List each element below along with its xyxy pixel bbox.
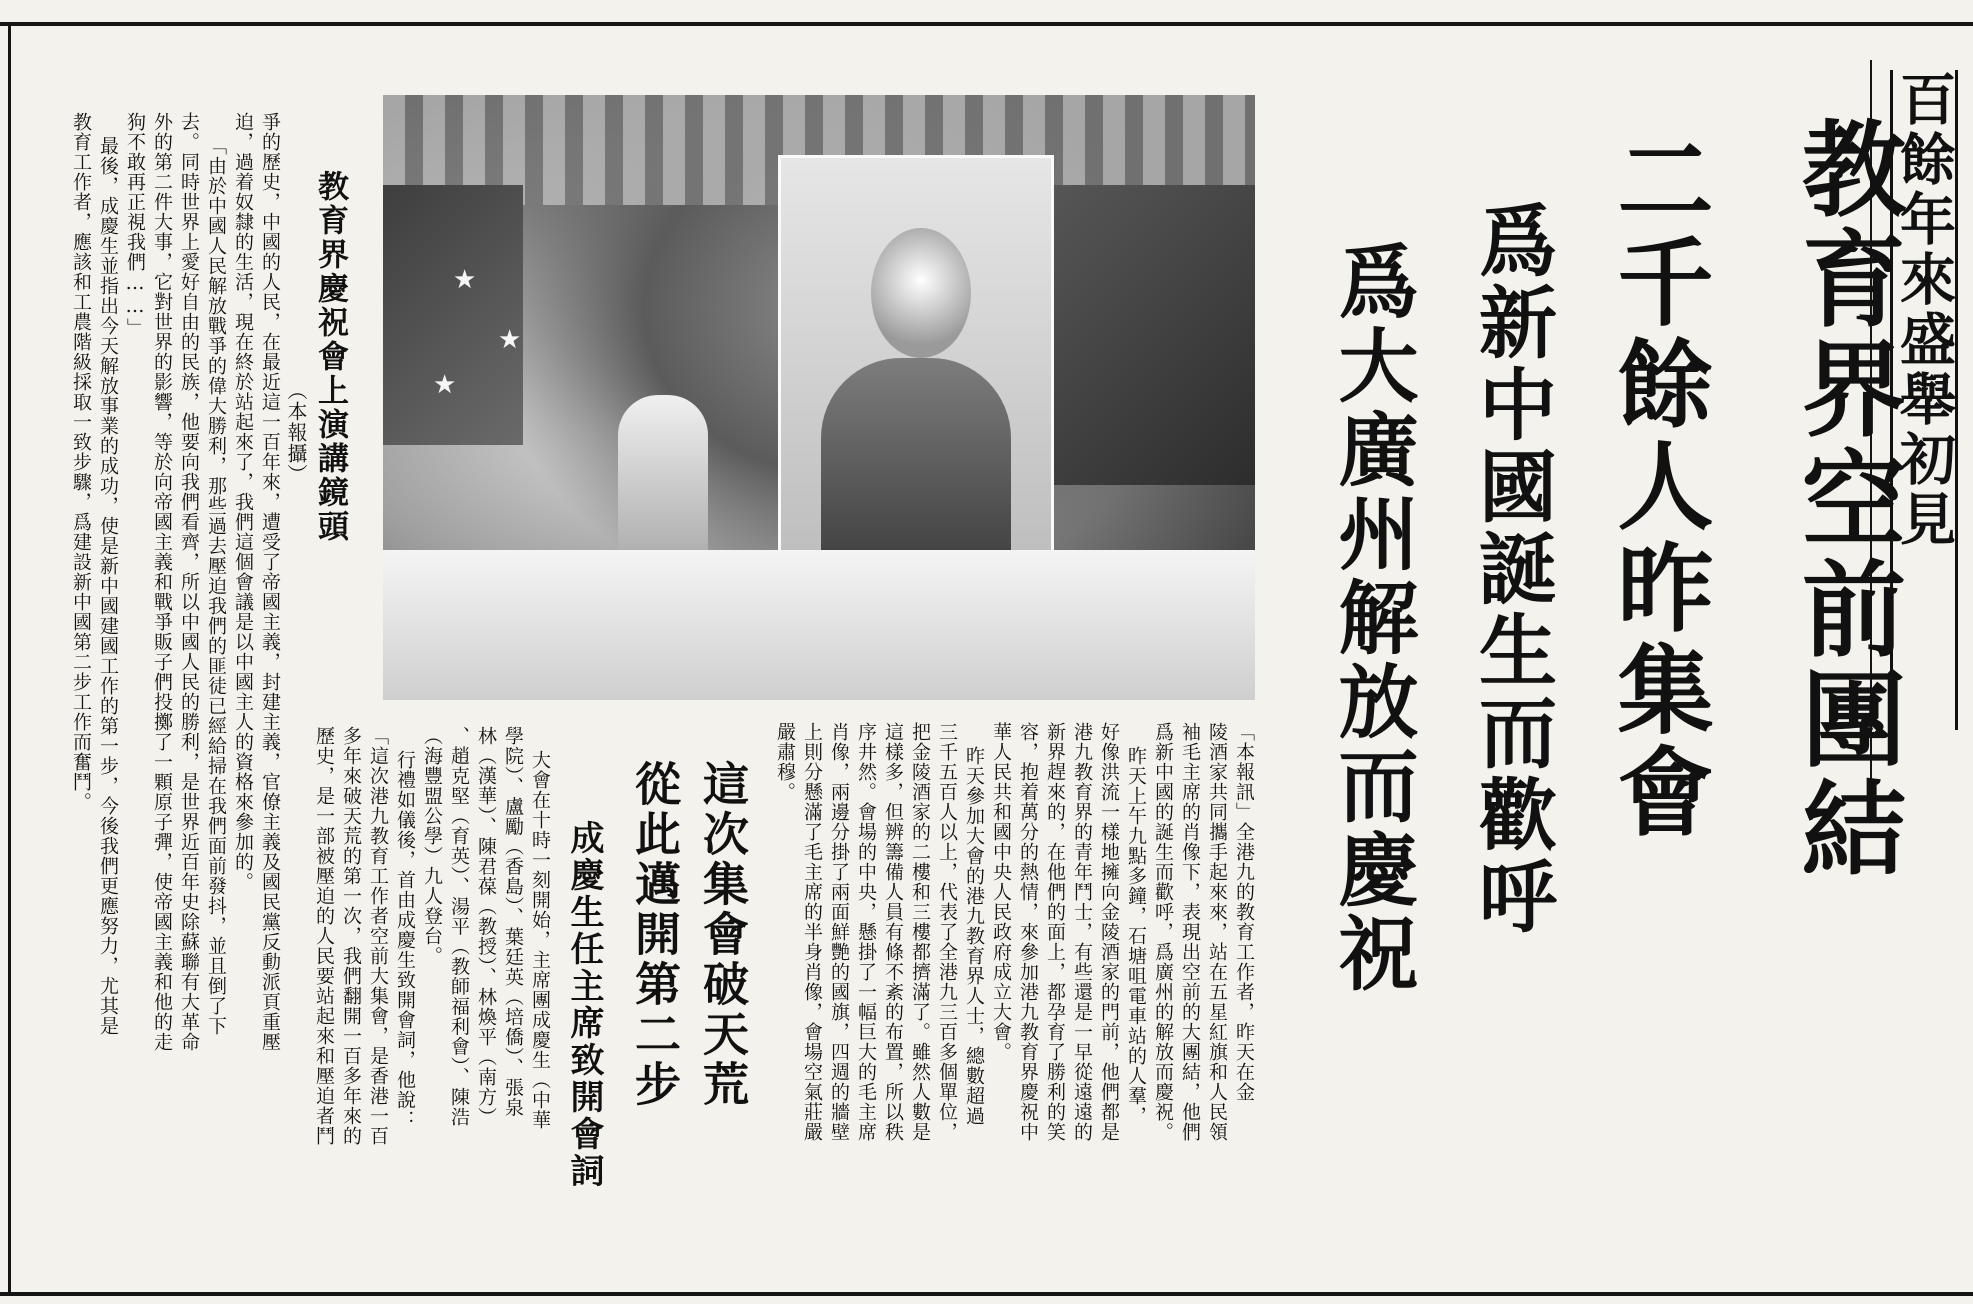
speech-column: 、趙克堅（育英）、湯平（教師福利會）、陳浩 [448, 726, 470, 1127]
article-column: 這樣多，但辨籌備人員有條不紊的布置，所以秩 [882, 722, 904, 1142]
photo-byline: （本報攝） [284, 380, 308, 485]
article-column: 陵酒家共同攜手起來來，站在五星紅旗和人民領 [1206, 722, 1228, 1142]
photo-caption: 教育界慶祝會上演講鏡頭 [312, 170, 348, 544]
article-column: 「本報訊」全港九的教育工作者，昨天在金 [1233, 722, 1255, 1102]
speech-column: 狗不敢再正視我們……」 [124, 112, 146, 338]
star-icon: ★ [453, 265, 477, 295]
article-column: 好像洪流一樣地擁向金陵酒家的門前，他們都是 [1098, 722, 1120, 1142]
article-column: 爲新中國的誕生而歡呼，爲廣州的解放而慶祝。 [1152, 722, 1174, 1142]
speech-column: 行禮如儀後，首由成慶生致開會詞，他說： [394, 750, 416, 1130]
photo-table [383, 550, 1255, 700]
speech-column: 迫，過着奴隸的生活，現在終於站起來了，我們這個會議是以中國主人的資格來參加的。 [232, 112, 254, 892]
speech-column: 「由於中國人民解放戰爭的偉大勝利，那些過去壓迫我們的匪徒已經給掃在我們面前發抖，並且倒了下 [205, 136, 227, 1036]
speech-subhead-2: 從此邁開第二步 [628, 760, 682, 1110]
headline-4: 爲大廣州解放而慶祝 [1325, 240, 1419, 996]
portrait-frame [778, 155, 1054, 571]
star-icon: ★ [433, 370, 457, 400]
article-column: 港九教育界的青年鬥士，有些還是一早從遠遠的 [1071, 722, 1093, 1142]
article-column: 華人民共和國中央人民政府成立大會。 [990, 722, 1012, 1062]
article-column: 新界趕來的，在他們的面上，都孕育了勝利的笑 [1044, 722, 1066, 1142]
article-column: 袖毛主席的肖像下，表現出空前的大團結，他們 [1179, 722, 1201, 1142]
speech-column: （海豐盟公學）九人登台。 [421, 726, 443, 966]
speech-column: 林（漢華）、陳君葆（教授）、林煥平（南方） [475, 726, 497, 1127]
speech-column: 「這次港九教育工作者空前大集會，是香港一百 [367, 726, 389, 1146]
top-border-rule [0, 22, 1973, 26]
speech-column: 大會在十時一刻開始，主席團成慶生（中華 [529, 750, 551, 1130]
boxed-title: 百餘年來盛舉初見 [1891, 70, 1957, 550]
bottom-border-rule [0, 1292, 1973, 1296]
speech-column: 多年來破天荒的第一次，我們翻開一百多年來的 [340, 726, 362, 1146]
speech-column: 爭的歷史，中國的人民，在最近這一百年來，遭受了帝國主義，封建主義，官僚主義及國民黨反動派頁重壓 [259, 112, 281, 1052]
meeting-photo [383, 95, 1255, 700]
headline-3: 爲新中國誕生而歡呼 [1466, 200, 1557, 938]
article-column: 嚴肅穆。 [774, 722, 796, 802]
speech-column: 最後，成慶生並指出今天解放事業的成功，使是新中國建國工作的第一步，今後我們更應努力，尤其是 [97, 136, 119, 1036]
article-column: 昨天參加大會的港九教育界人士，總數超過 [963, 746, 985, 1126]
speech-column: 歷史，是一部被壓迫的人民要站起來和壓迫者鬥 [313, 726, 335, 1146]
article-column: 上則分懸滿了毛主席的半身肖像，會場空氣莊嚴 [801, 722, 823, 1142]
article-column: 昨天上午九點多鐘，石塘咀電車站的人羣， [1125, 746, 1147, 1126]
portrait-body [821, 358, 1011, 568]
star-icon: ★ [498, 325, 522, 355]
left-border-rule [8, 22, 11, 1292]
speech-subhead-1: 這次集會破天荒 [696, 760, 750, 1110]
portrait-face [871, 228, 971, 358]
speech-column: 教育工作者，應該和工農階級採取一致步驟，爲建設新中國第二步工作而奮鬥。 [70, 112, 92, 812]
speech-column: 學院）、盧勵（香島）、葉廷英（培僑）、張泉 [502, 726, 524, 1118]
speech-column: 外的第二件大事，它對世界的影響，等於向帝國主義和戰爭販子們投擲了一顆原子彈，使帝國主義和他的走 [151, 112, 173, 1052]
headline-2: 二千餘人昨集會 [1602, 130, 1715, 844]
article-column: 肖像，兩邊分掛了兩面鮮艷的國旗，四週的牆壁 [828, 722, 850, 1142]
article-column: 容，抱着萬分的熱情，來參加港九教育界慶祝中 [1017, 722, 1039, 1142]
article-column: 把金陵酒家的二樓和三樓都擠滿了。雖然人數是 [909, 722, 931, 1142]
article-column: 三千五百人以上，代表了全港九三百多個單位， [936, 722, 958, 1142]
speech-column: 去。同時世界上愛好自由的民族，他要向我們看齊，所以中國人民的勝利，是世界近百年史除蘇聯有大革命 [178, 112, 200, 1052]
article-column: 序井然。會場的中央，懸掛了一幅巨大的毛主席 [855, 722, 877, 1142]
photo-flag-left [383, 185, 523, 445]
speech-title: 成慶生任主席致開會詞 [564, 820, 604, 1190]
headline-1: 教育界空前團結 [1784, 115, 1907, 885]
